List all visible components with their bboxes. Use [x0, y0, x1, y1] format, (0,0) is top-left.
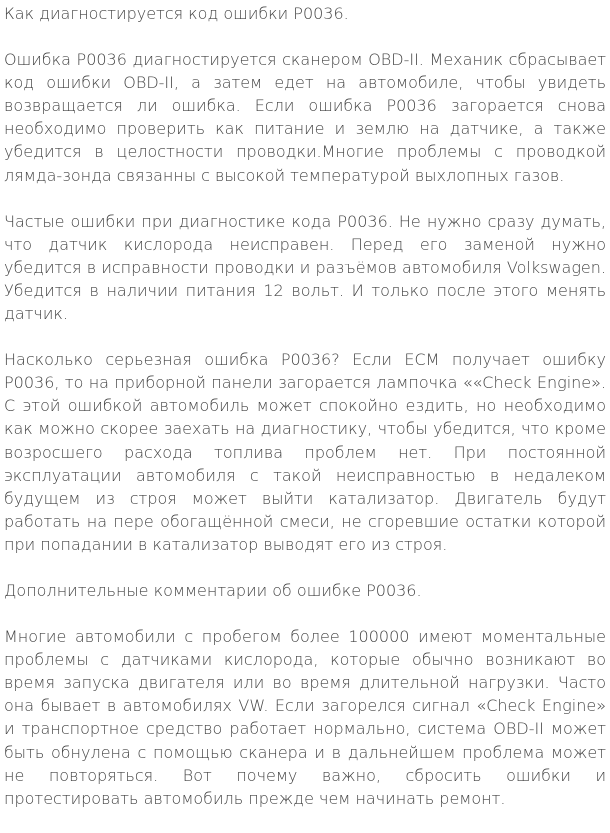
section-heading-comments: Дополнительные комментарии об ошибке P0036. — [4, 580, 422, 600]
paragraph-diagnosis: Ошибка P0036 диагностируется сканером OBD-II. Механик сбрасывает код ошибки OBD-II, а затем едет на автомобиле, чтобы увидеть возвращается ли ошибка. Если ошибка P0036 загорается снова необходимо проверить как питание и землю на датчике, а также убедится в целостности проводки.Многие проблемы с проводкой лямда-зонда связанны с высокой температурой выхлопных газов. — [4, 50, 606, 185]
section-heading-diagnosis: Как диагностируется код ошибки P0036. — [4, 4, 349, 23]
paragraph-comments: Многие автомобили с пробегом более 100000 имеют моментальные проблемы с датчиками кислорода, которые обычно возникают во время запуска двигателя или во время длительной нагрузки. Часто она бывает в автомобилях VW. Если загорелся сигнал «Check Engine» и транспортное средство работает нормально, система OBD-II может быть обнулена с помощью сканера и в дальнейшем проблема может не повторяться. Вот почему важно, сбросить ошибки и протестировать автомобиль прежде чем начинать ремонт. — [4, 627, 606, 808]
paragraph-common-mistakes: Частые ошибки при диагностике кода P0036. Не нужно сразу думать, что датчик кислорода неисправен. Перед его заменой нужно убедится в исправности проводки и разъёмов автомобиля Volkswagen. Убедится в наличии питания 12 вольт. И только после этого менять датчик. — [4, 211, 606, 324]
paragraph-severity: Насколько серьезная ошибка P0036? Если ECM получает ошибку P0036, то на приборной панели загорается лампочка ««Check Engine». С этой ошибкой автомобиль может спокойно ездить, но необходимо как можно скорее заехать на диагностику, чтобы убедится, что кроме возросшего расхода топлива проблем нет. При постоянной эксплуатации автомобиля с такой неисправностью в недалеком будущем из строя может выйти катализатор. Двигатель будут работать на пере обогащённой смеси, не сгоревшие остатки которой при попадании в катализатор выводят его из строя. — [4, 350, 606, 554]
